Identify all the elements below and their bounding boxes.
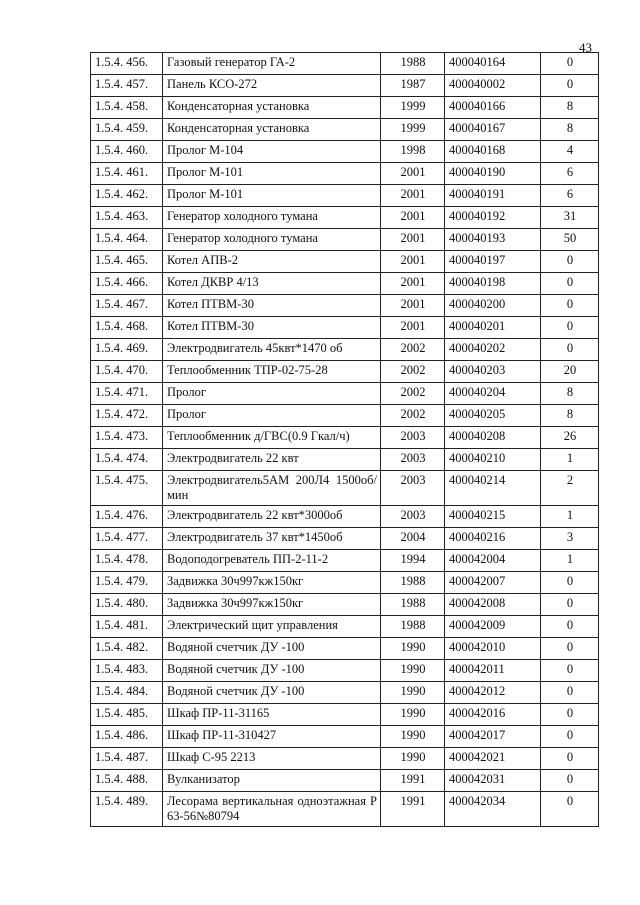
row-inventory-number: 400042017: [445, 726, 541, 748]
row-quantity: 3: [541, 528, 599, 550]
row-inventory-number: 400040190: [445, 163, 541, 185]
row-code: 1.5.4. 468.: [91, 317, 163, 339]
table-row: [91, 295, 599, 317]
table-row: [91, 53, 599, 75]
row-year: 1988: [381, 53, 445, 75]
row-code: 1.5.4. 479.: [91, 572, 163, 594]
row-code: 1.5.4. 460.: [91, 141, 163, 163]
row-year: 1999: [381, 97, 445, 119]
row-quantity: 0: [541, 53, 599, 75]
row-name: Водоподогреватель ПП-2-11-2: [163, 550, 381, 572]
row-year: 1990: [381, 638, 445, 660]
row-name: Электродвигатель 22 квт*3000об: [163, 506, 381, 528]
table-row: [91, 792, 599, 827]
row-inventory-number: 400040205: [445, 405, 541, 427]
row-inventory-number: 400040197: [445, 251, 541, 273]
table-row: [91, 229, 599, 251]
row-code: 1.5.4. 456.: [91, 53, 163, 75]
row-year: 1994: [381, 550, 445, 572]
row-quantity: 20: [541, 361, 599, 383]
row-code: 1.5.4. 478.: [91, 550, 163, 572]
row-quantity: 6: [541, 185, 599, 207]
row-name: Задвижка 30ч997кж150кг: [163, 594, 381, 616]
row-quantity: 50: [541, 229, 599, 251]
row-inventory-number: 400042021: [445, 748, 541, 770]
row-year: 2002: [381, 361, 445, 383]
row-inventory-number: 400042009: [445, 616, 541, 638]
row-quantity: 8: [541, 119, 599, 141]
row-code: 1.5.4. 481.: [91, 616, 163, 638]
row-name: Пролог М-101: [163, 185, 381, 207]
table-row: [91, 770, 599, 792]
row-year: 2001: [381, 185, 445, 207]
row-name: Пролог М-104: [163, 141, 381, 163]
row-inventory-number: 400040168: [445, 141, 541, 163]
row-inventory-number: 400040192: [445, 207, 541, 229]
row-quantity: 0: [541, 616, 599, 638]
row-name: Электродвигатель 22 квт: [163, 449, 381, 471]
table-row: [91, 339, 599, 361]
row-inventory-number: 400040191: [445, 185, 541, 207]
row-name: Конденсаторная установка: [163, 97, 381, 119]
row-quantity: 0: [541, 682, 599, 704]
row-name: Теплообменник ТПР-02-75-28: [163, 361, 381, 383]
row-code: 1.5.4. 471.: [91, 383, 163, 405]
row-code: 1.5.4. 487.: [91, 748, 163, 770]
row-year: 2003: [381, 506, 445, 528]
row-name: Электродвигатель 37 квт*1450об: [163, 528, 381, 550]
row-inventory-number: 400040198: [445, 273, 541, 295]
row-quantity: 0: [541, 704, 599, 726]
inventory-table: [90, 52, 599, 827]
table-row: [91, 471, 599, 506]
table-row: [91, 207, 599, 229]
row-name: Панель КСО-272: [163, 75, 381, 97]
row-code: 1.5.4. 486.: [91, 726, 163, 748]
row-name: Генератор холодного тумана: [163, 229, 381, 251]
row-quantity: 0: [541, 317, 599, 339]
row-inventory-number: 400040216: [445, 528, 541, 550]
row-name: Водяной счетчик ДУ -100: [163, 660, 381, 682]
row-inventory-number: 400040164: [445, 53, 541, 75]
row-name: Шкаф С-95 2213: [163, 748, 381, 770]
row-name: Электрический щит управления: [163, 616, 381, 638]
row-quantity: 0: [541, 295, 599, 317]
row-year: 1990: [381, 660, 445, 682]
row-quantity: 0: [541, 572, 599, 594]
row-name: Задвижка 30ч997кж150кг: [163, 572, 381, 594]
table-row: [91, 273, 599, 295]
row-year: 1991: [381, 770, 445, 792]
row-name: Котел ПТВМ-30: [163, 317, 381, 339]
table-row: [91, 550, 599, 572]
row-inventory-number: 400040167: [445, 119, 541, 141]
row-code: 1.5.4. 465.: [91, 251, 163, 273]
row-name: Шкаф ПР-11-310427: [163, 726, 381, 748]
row-year: 1988: [381, 572, 445, 594]
row-name: Пролог: [163, 405, 381, 427]
row-year: 1987: [381, 75, 445, 97]
row-year: 1991: [381, 792, 445, 827]
row-code: 1.5.4. 482.: [91, 638, 163, 660]
row-code: 1.5.4. 469.: [91, 339, 163, 361]
row-code: 1.5.4. 489.: [91, 792, 163, 827]
row-name: Шкаф ПР-11-31165: [163, 704, 381, 726]
row-inventory-number: 400042011: [445, 660, 541, 682]
table-row: [91, 427, 599, 449]
table-row: [91, 163, 599, 185]
row-inventory-number: 400040166: [445, 97, 541, 119]
row-quantity: 0: [541, 748, 599, 770]
table-row: [91, 317, 599, 339]
table-row: [91, 405, 599, 427]
row-name: Котел ДКВР 4/13: [163, 273, 381, 295]
row-code: 1.5.4. 477.: [91, 528, 163, 550]
row-quantity: 0: [541, 792, 599, 827]
table-row: [91, 704, 599, 726]
row-name: Электродвигатель5АМ 200Л4 1500об/мин: [163, 471, 381, 506]
row-inventory-number: 400042012: [445, 682, 541, 704]
row-inventory-number: 400040202: [445, 339, 541, 361]
row-code: 1.5.4. 488.: [91, 770, 163, 792]
row-quantity: 0: [541, 75, 599, 97]
row-code: 1.5.4. 466.: [91, 273, 163, 295]
row-name: Теплообменник д/ГВС(0.9 Гкал/ч): [163, 427, 381, 449]
row-year: 1988: [381, 616, 445, 638]
row-code: 1.5.4. 459.: [91, 119, 163, 141]
row-inventory-number: 400040201: [445, 317, 541, 339]
row-name: Котел АПВ-2: [163, 251, 381, 273]
row-year: 1990: [381, 682, 445, 704]
row-inventory-number: 400042004: [445, 550, 541, 572]
table-row: [91, 251, 599, 273]
row-code: 1.5.4. 483.: [91, 660, 163, 682]
row-quantity: 1: [541, 550, 599, 572]
row-inventory-number: 400040210: [445, 449, 541, 471]
row-code: 1.5.4. 458.: [91, 97, 163, 119]
row-quantity: 8: [541, 97, 599, 119]
row-code: 1.5.4. 470.: [91, 361, 163, 383]
row-quantity: 2: [541, 471, 599, 506]
row-inventory-number: 400040208: [445, 427, 541, 449]
row-quantity: 31: [541, 207, 599, 229]
row-code: 1.5.4. 461.: [91, 163, 163, 185]
row-year: 2003: [381, 427, 445, 449]
row-year: 2002: [381, 339, 445, 361]
table-row: [91, 638, 599, 660]
row-year: 1990: [381, 704, 445, 726]
table-row: [91, 383, 599, 405]
table-row: [91, 75, 599, 97]
row-name: Электродвигатель 45квт*1470 об: [163, 339, 381, 361]
row-quantity: 6: [541, 163, 599, 185]
row-year: 2001: [381, 163, 445, 185]
row-code: 1.5.4. 467.: [91, 295, 163, 317]
row-year: 1988: [381, 594, 445, 616]
row-year: 1998: [381, 141, 445, 163]
row-year: 1990: [381, 748, 445, 770]
row-inventory-number: 400040204: [445, 383, 541, 405]
row-code: 1.5.4. 475.: [91, 471, 163, 506]
table-row: [91, 726, 599, 748]
page-number: 43: [579, 40, 592, 55]
row-inventory-number: 400042007: [445, 572, 541, 594]
row-name: Водяной счетчик ДУ -100: [163, 682, 381, 704]
inventory-table-body: [91, 53, 599, 827]
row-inventory-number: 400042010: [445, 638, 541, 660]
row-year: 1999: [381, 119, 445, 141]
row-code: 1.5.4. 484.: [91, 682, 163, 704]
row-year: 2001: [381, 251, 445, 273]
table-row: [91, 748, 599, 770]
row-year: 2001: [381, 317, 445, 339]
row-year: 2001: [381, 273, 445, 295]
row-inventory-number: 400042016: [445, 704, 541, 726]
row-quantity: 4: [541, 141, 599, 163]
table-row: [91, 528, 599, 550]
row-name: Газовый генератор ГА-2: [163, 53, 381, 75]
table-row: [91, 141, 599, 163]
table-row: [91, 682, 599, 704]
table-row: [91, 185, 599, 207]
row-code: 1.5.4. 463.: [91, 207, 163, 229]
row-code: 1.5.4. 464.: [91, 229, 163, 251]
row-code: 1.5.4. 485.: [91, 704, 163, 726]
row-name: Пролог: [163, 383, 381, 405]
row-year: 2001: [381, 229, 445, 251]
row-inventory-number: 400042034: [445, 792, 541, 827]
row-name: Конденсаторная установка: [163, 119, 381, 141]
row-inventory-number: 400042031: [445, 770, 541, 792]
row-inventory-number: 400040193: [445, 229, 541, 251]
row-code: 1.5.4. 462.: [91, 185, 163, 207]
row-quantity: 26: [541, 427, 599, 449]
row-year: 2002: [381, 405, 445, 427]
row-year: 2002: [381, 383, 445, 405]
row-quantity: 0: [541, 770, 599, 792]
row-quantity: 0: [541, 339, 599, 361]
table-row: [91, 506, 599, 528]
row-year: 2001: [381, 207, 445, 229]
table-row: [91, 119, 599, 141]
row-code: 1.5.4. 473.: [91, 427, 163, 449]
row-year: 1990: [381, 726, 445, 748]
table-row: [91, 361, 599, 383]
row-code: 1.5.4. 472.: [91, 405, 163, 427]
row-year: 2003: [381, 449, 445, 471]
row-quantity: 1: [541, 506, 599, 528]
row-inventory-number: 400040214: [445, 471, 541, 506]
row-year: 2004: [381, 528, 445, 550]
row-name: Вулканизатор: [163, 770, 381, 792]
row-year: 2003: [381, 471, 445, 506]
row-name: Котел ПТВМ-30: [163, 295, 381, 317]
row-quantity: 8: [541, 383, 599, 405]
table-row: [91, 660, 599, 682]
table-row: [91, 449, 599, 471]
row-name: Пролог М-101: [163, 163, 381, 185]
row-code: 1.5.4. 476.: [91, 506, 163, 528]
row-quantity: 0: [541, 660, 599, 682]
table-row: [91, 594, 599, 616]
row-quantity: 0: [541, 638, 599, 660]
row-inventory-number: 400040203: [445, 361, 541, 383]
row-quantity: 0: [541, 273, 599, 295]
row-code: 1.5.4. 474.: [91, 449, 163, 471]
row-inventory-number: 400040200: [445, 295, 541, 317]
row-quantity: 0: [541, 594, 599, 616]
row-inventory-number: 400040002: [445, 75, 541, 97]
row-name: Водяной счетчик ДУ -100: [163, 638, 381, 660]
table-row: [91, 616, 599, 638]
row-quantity: 0: [541, 726, 599, 748]
row-quantity: 1: [541, 449, 599, 471]
row-code: 1.5.4. 457.: [91, 75, 163, 97]
table-row: [91, 97, 599, 119]
row-name: Генератор холодного тумана: [163, 207, 381, 229]
table-row: [91, 572, 599, 594]
row-code: 1.5.4. 480.: [91, 594, 163, 616]
row-quantity: 8: [541, 405, 599, 427]
row-name: Лесорама вертикальная одноэтажная Р 63-56№80794: [163, 792, 381, 827]
row-inventory-number: 400042008: [445, 594, 541, 616]
row-inventory-number: 400040215: [445, 506, 541, 528]
row-year: 2001: [381, 295, 445, 317]
row-quantity: 0: [541, 251, 599, 273]
